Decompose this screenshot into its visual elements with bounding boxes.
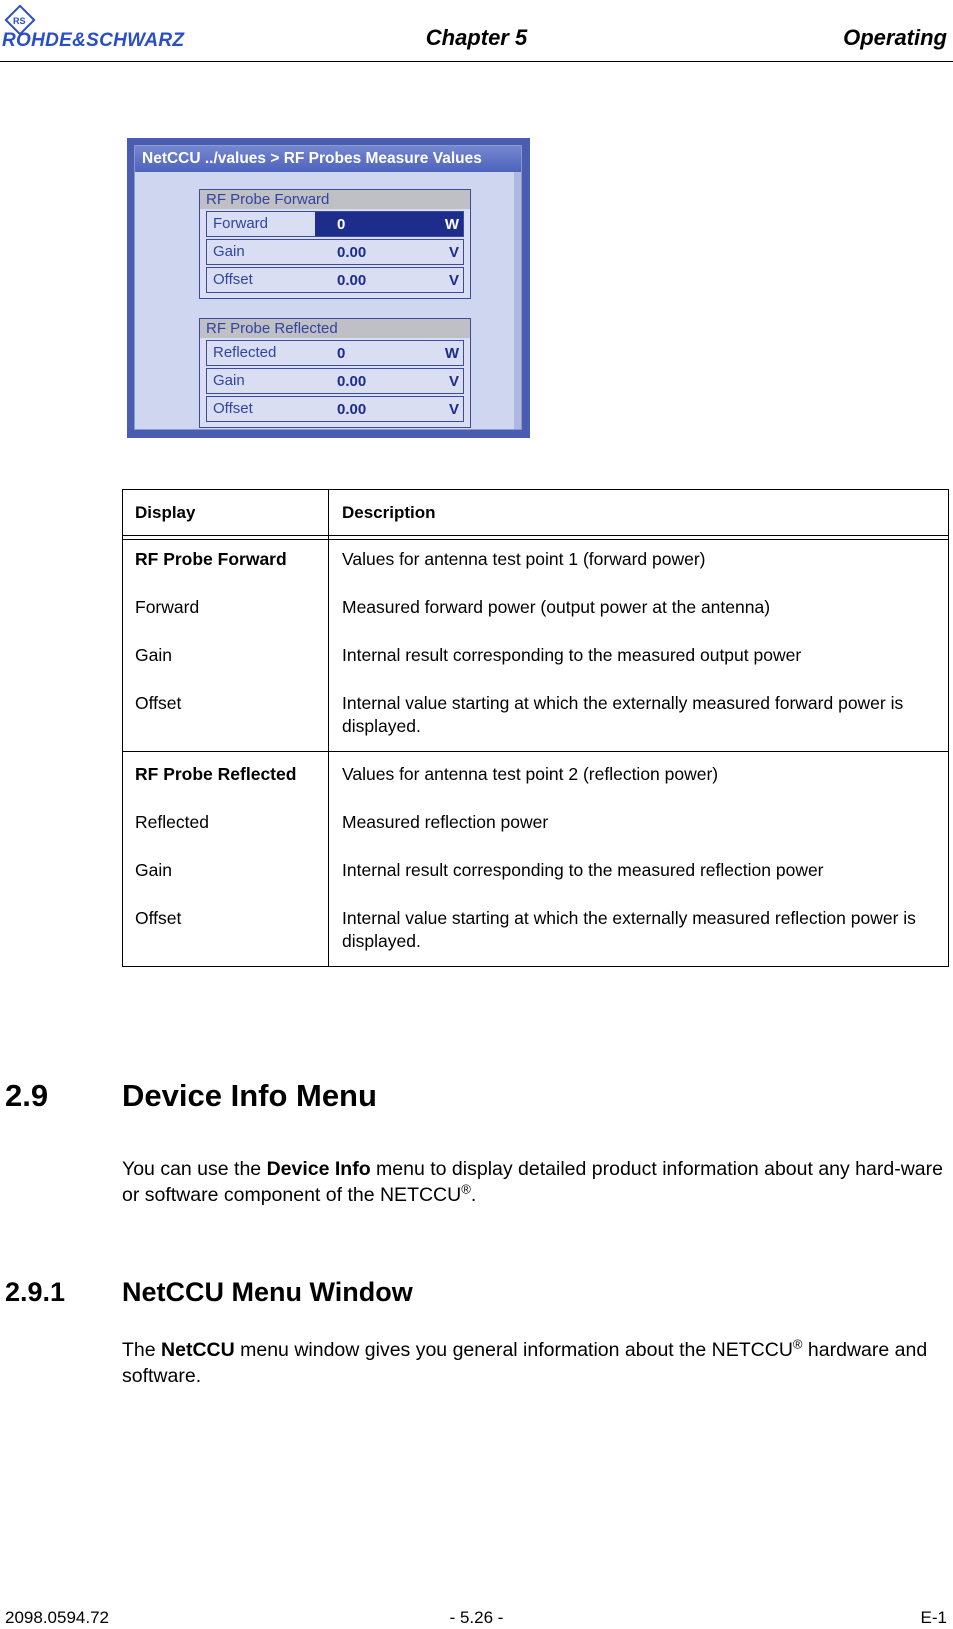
svg-text:RS: RS (13, 16, 26, 26)
para-text: hardware and software. (122, 1339, 928, 1387)
table-cell-description: Internal value starting at which the externally measured forward power is displayed. (342, 693, 904, 736)
row-label: Offset (213, 400, 253, 417)
table-cell-description: Measured reflection power (342, 812, 549, 832)
table-cell-display: Offset (135, 908, 182, 928)
row-value: 0 (337, 345, 346, 362)
section-paragraph (122, 1156, 947, 1208)
row-gain[interactable] (206, 368, 464, 394)
row-value: 0.00 (337, 373, 367, 390)
table-header-description: Description (342, 503, 436, 522)
row-value: 0 (337, 216, 346, 233)
registered-mark: ® (461, 1181, 471, 1197)
table-cell-display: Reflected (135, 812, 209, 832)
table-cell-description: Internal value starting at which the externally measured reflection power is displayed. (342, 908, 916, 951)
para-text: menu to display detailed product information about any hard-ware or software component of the NETCCU (122, 1158, 943, 1206)
table-cell-description: Internal result corresponding to the measured reflection power (342, 860, 824, 880)
row-label: Gain (213, 243, 245, 260)
table-header-rule (122, 535, 949, 536)
rf-probes-dialog (127, 138, 530, 438)
para-text: You can use the (122, 1158, 267, 1180)
row-value: 0.00 (337, 401, 367, 418)
row-reflected[interactable] (206, 340, 464, 366)
row-value: 0.00 (337, 272, 367, 289)
table-cell-description: Values for antenna test point 2 (reflection power) (342, 764, 719, 784)
row-unit: V (448, 272, 459, 289)
group-rf-probe-forward (199, 189, 471, 299)
para-bold: Device Info (266, 1158, 371, 1180)
subsection-title: NetCCU Menu Window (122, 1277, 413, 1307)
logo-wordmark: ROHDE&SCHWARZ (2, 30, 185, 51)
group-title: RF Probe Forward (200, 190, 470, 209)
row-value: 0.00 (337, 244, 367, 261)
row-label: Forward (213, 215, 269, 232)
header-rule (0, 61, 953, 62)
header-section: Operating (843, 25, 947, 50)
table-cell-description: Measured forward power (output power at the antenna) (342, 597, 771, 617)
table-cell-display: Forward (135, 597, 200, 617)
row-label: Gain (213, 372, 245, 389)
para-text: The (122, 1339, 162, 1361)
row-offset[interactable] (206, 267, 464, 293)
para-bold: NetCCU (161, 1339, 235, 1361)
dialog-title: NetCCU ../values > RF Probes Measure Values (135, 146, 521, 172)
table-cell-display: Gain (135, 860, 172, 880)
subsection-number: 2.9.1 (5, 1277, 66, 1307)
section-number: 2.9 (5, 1078, 49, 1113)
registered-mark: ® (792, 1336, 803, 1352)
group-rf-probe-reflected (199, 318, 471, 428)
row-forward[interactable] (206, 211, 464, 237)
dialog-body (134, 145, 522, 430)
table-cell-display: Gain (135, 645, 172, 665)
row-gain[interactable] (206, 239, 464, 265)
row-unit: V (448, 373, 459, 390)
row-unit: V (448, 244, 459, 261)
footer-edition: E-1 (920, 1608, 947, 1627)
table-column-divider (328, 489, 329, 967)
table-cell-display: RF Probe Forward (135, 549, 287, 569)
row-unit: W (444, 345, 459, 362)
table-cell-description: Internal result corresponding to the measured output power (342, 645, 802, 665)
row-label: Offset (213, 271, 253, 288)
dialog-edge (514, 172, 521, 429)
table-section-rule (122, 751, 949, 752)
row-unit: V (448, 401, 459, 418)
table-cell-display: Offset (135, 693, 182, 713)
table-header-display: Display (135, 503, 196, 522)
subsection-paragraph (122, 1337, 947, 1389)
para-text: menu window gives you general information about the NETCCU (234, 1339, 793, 1361)
row-label: Reflected (213, 344, 277, 361)
table-header-rule-2 (122, 539, 949, 540)
para-text: . (470, 1184, 477, 1206)
header-chapter: Chapter 5 (425, 25, 528, 50)
footer-page-number: - 5.26 - (449, 1608, 504, 1627)
table-cell-description: Values for antenna test point 1 (forward power) (342, 549, 706, 569)
footer-doc-number: 2098.0594.72 (5, 1608, 109, 1627)
row-offset[interactable] (206, 396, 464, 422)
section-title: Device Info Menu (122, 1078, 377, 1113)
row-unit: W (444, 216, 459, 233)
table-cell-display: RF Probe Reflected (135, 764, 297, 784)
group-title: RF Probe Reflected (200, 319, 470, 338)
